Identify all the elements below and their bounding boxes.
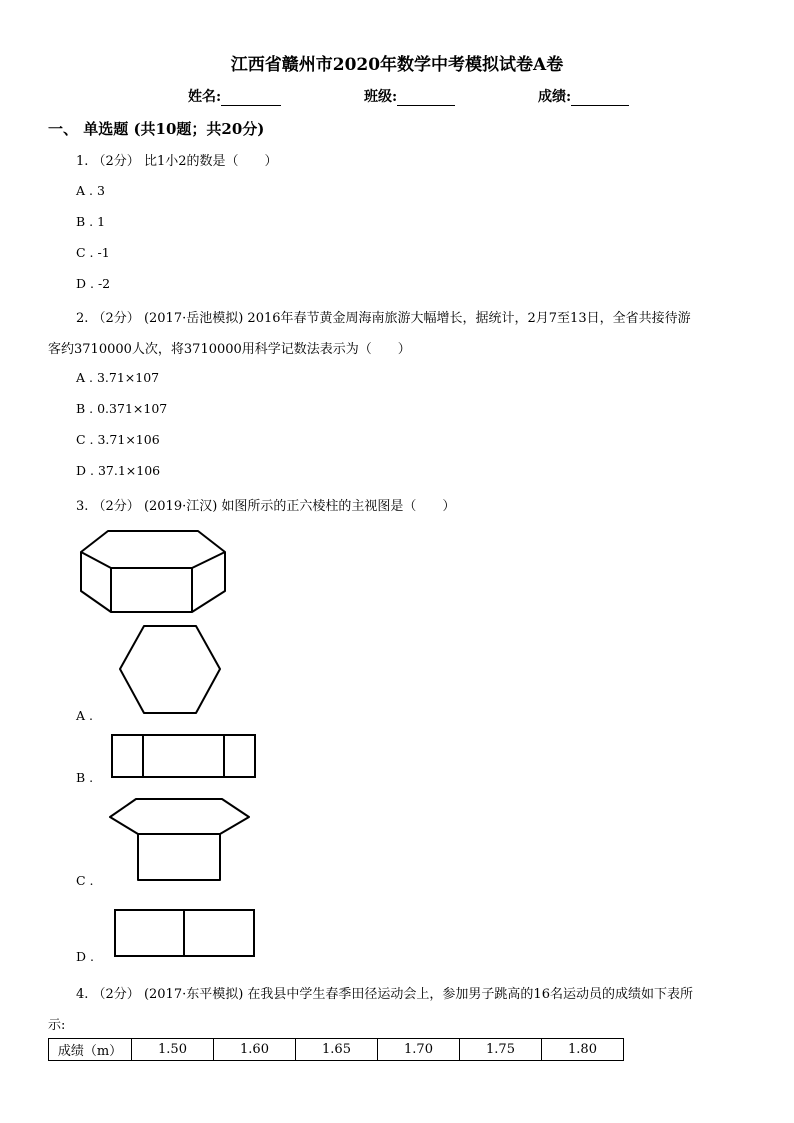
question-3-option-c[interactable]: C . [76,873,94,888]
question-4-stem-line1: 4. （2分） (2017·东平模拟) 在我县中学生春季田径运动会上，参加男子跳高的16名运动员的成绩如下表所 [76,987,693,1002]
table-header-cell: 成绩（m） [49,1039,132,1061]
high-jump-results-table [48,1038,624,1061]
table-cell: 1.50 [132,1039,214,1061]
question-3-stem: 3. （2分） (2019·江汉) 如图所示的正六棱柱的主视图是（ ） [76,499,456,514]
page-title: 江西省赣州市2020年数学中考模拟试卷A卷 [230,55,564,75]
table-cell: 1.70 [378,1039,460,1061]
question-1-option-d[interactable]: D . -2 [76,276,111,291]
question-2-option-c[interactable]: C . 3.71×106 [76,432,160,447]
question-4-stem-line2: 示: [48,1018,66,1033]
section-heading: 一、 单选题 (共10题；共20分) [48,120,265,138]
question-3-option-d[interactable]: D . [76,949,94,964]
name-label: 姓名: [188,89,222,105]
class-label: 班级: [364,89,398,105]
question-2-stem-line1: 2. （2分） (2017·岳池模拟) 2016年春节黄金周海南旅游大幅增长，据统计，2月7至13日，全省共接待游 [76,311,691,326]
question-1-stem: 1. （2分） 比1小2的数是（ ） [76,154,278,169]
name-blank[interactable] [221,90,281,106]
table-cell: 1.60 [214,1039,296,1061]
question-3-option-d-figure[interactable] [113,908,257,958]
table-row [49,1039,624,1061]
question-3-option-a-figure[interactable] [118,624,222,716]
hexagonal-prism-figure [78,528,230,616]
name-field [188,86,281,106]
question-3-option-a[interactable]: A . [76,708,93,723]
class-blank[interactable] [397,90,455,106]
table-cell: 1.65 [296,1039,378,1061]
question-3-option-b[interactable]: B . [76,770,94,785]
question-3-option-b-figure[interactable] [110,733,257,779]
question-2-option-b[interactable]: B . 0.371×107 [76,401,168,416]
score-blank[interactable] [571,90,629,106]
question-3-option-c-figure[interactable] [108,797,252,883]
question-1-option-b[interactable]: B . 1 [76,214,106,229]
question-2-stem-line2: 客约3710000人次，将3710000用科学记数法表示为（ ） [48,342,411,357]
class-field [364,86,455,106]
table-cell: 1.75 [460,1039,542,1061]
question-1-option-a[interactable]: A . 3 [76,183,105,198]
score-label: 成绩: [538,89,572,105]
table-cell: 1.80 [542,1039,624,1061]
question-1-option-c[interactable]: C . -1 [76,245,110,260]
score-field [538,86,629,106]
question-2-option-a[interactable]: A . 3.71×107 [76,370,160,385]
question-2-option-d[interactable]: D . 37.1×106 [76,463,161,478]
